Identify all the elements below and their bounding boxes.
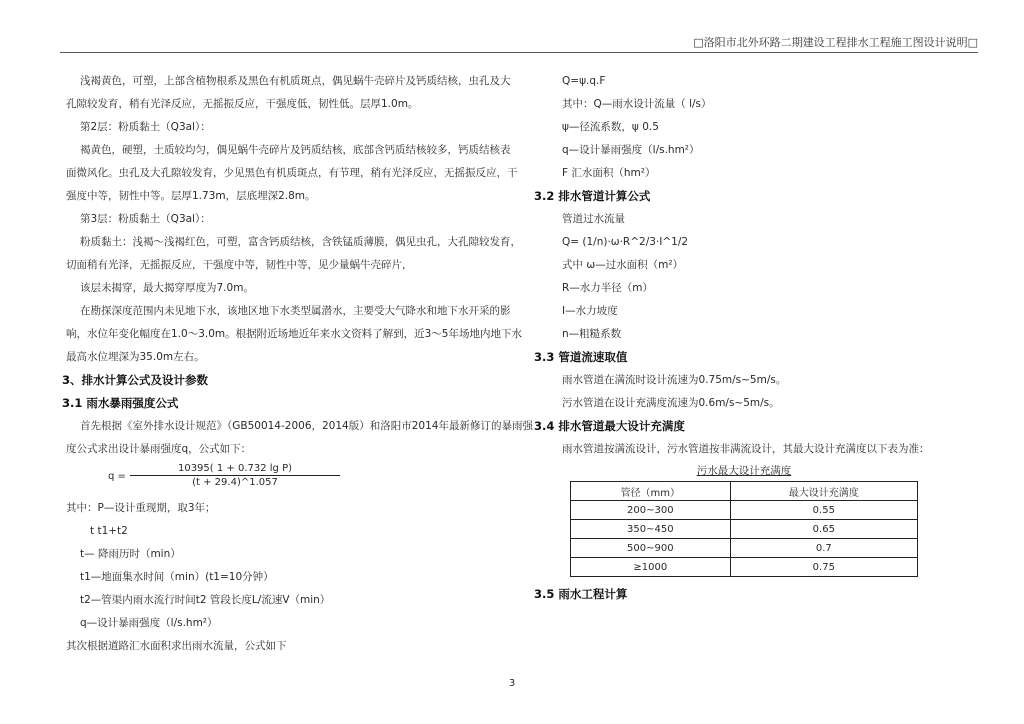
soil-text-line: 面微风化。虫孔及大孔隙较发育，少见黑色有机质斑点，有节理，稍有光泽反应，无摇振反应，干 xyxy=(66,167,518,179)
soil-text-line: 该层未揭穿，最大揭穿厚度为7.0m。 xyxy=(80,282,254,294)
t-equation: t t1+t2 xyxy=(90,525,128,537)
n-definition: n—粗糙系数 xyxy=(562,328,622,340)
t2-definition: t2—管渠内雨水流行时间t2 管段长度L/流速V（min） xyxy=(80,594,331,606)
table-cell: 0.7 xyxy=(730,539,917,558)
section-heading-3-3: 3.3 管道流速取值 xyxy=(534,350,628,364)
page-number: 3 xyxy=(508,678,516,689)
fullness-text: 雨水管道按满流设计，污水管道按非满流设计，其最大设计充满度以下表为准： xyxy=(562,443,930,455)
flow-equation: Q=ψ.q.F xyxy=(562,75,606,87)
soil-text-line: 浅褐黄色，可塑，上部含植物根系及黑色有机质斑点，偶见蜗牛壳碎片及钙质结核，虫孔及大 xyxy=(80,75,511,87)
table-cell: 200~300 xyxy=(571,501,731,520)
sewage-velocity-text: 污水管道在设计充满度流速为0.6m/s~5m/s。 xyxy=(562,397,780,409)
r-definition: R—水力半径（m） xyxy=(562,282,654,294)
table-header-row xyxy=(571,482,918,501)
rainstorm-text-line: 度公式求出设计暴雨强度q，公式如下： xyxy=(66,443,252,455)
groundwater-text-line: 最高水位埋深为35.0m左右。 xyxy=(66,351,205,363)
manning-formula: Q= (1/n)·ω·R^2/3·I^1/2 xyxy=(562,236,689,248)
section-heading-3-2: 3.2 排水管道计算公式 xyxy=(534,189,651,203)
header-title: □洛阳市北外环路二期建设工程排水工程施工图设计说明□ xyxy=(693,36,978,49)
right-column xyxy=(534,70,962,606)
section-heading-3-1: 3.1 雨水暴雨强度公式 xyxy=(62,396,179,410)
table-cell: ≥1000 xyxy=(571,558,731,577)
storm-velocity-text: 雨水管道在满流时设计流速为0.75m/s~5m/s。 xyxy=(562,374,787,386)
table-row xyxy=(571,558,918,577)
table-cell: 0.75 xyxy=(730,558,917,577)
soil-text-line: 孔隙较发育，稍有光泽反应，无摇振反应，干强度低，韧性低。层厚1.0m。 xyxy=(66,98,419,110)
i-definition: I—水力坡度 xyxy=(562,305,618,317)
flow-intro-line: 其次根据道路汇水面积求出雨水流量，公式如下 xyxy=(66,640,287,652)
section-heading-3: 3、排水计算公式及设计参数 xyxy=(62,373,209,387)
rainstorm-formula xyxy=(66,461,518,497)
rainstorm-text-line: 首先根据《室外排水设计规范》（GB50014-2006，2014版）和洛阳市2014年最新修订的暴雨强 xyxy=(80,420,533,432)
left-column xyxy=(62,70,533,658)
pipe-flow-label: 管道过水流量 xyxy=(562,213,625,225)
table-header-cell: 最大设计充满度 xyxy=(730,482,917,501)
section-heading-3-5: 3.5 雨水工程计算 xyxy=(534,587,628,601)
table-header-cell: 管径（mm） xyxy=(571,482,731,501)
formula-numerator: 10395( 1 + 0.732 lg P) xyxy=(130,463,340,476)
table-cell: 0.65 xyxy=(730,520,917,539)
section-heading-3-4: 3.4 排水管道最大设计充满度 xyxy=(534,419,685,433)
table-cell: 350~450 xyxy=(571,520,731,539)
page-header xyxy=(60,36,978,53)
omega-definition: 式中 ω—过水面积（m²） xyxy=(562,259,684,271)
soil-layer-heading: 第2层：粉质黏土（Q3al）： xyxy=(80,121,211,133)
catchment-area-definition: F 汇水面积（hm²） xyxy=(562,167,656,179)
groundwater-text-line: 响，水位年变化幅度在1.0～3.0m。根据附近场地近年来水文资料了解到，近3～5年场地内地下水 xyxy=(66,328,522,340)
table-caption: 污水最大设计充满度 xyxy=(696,465,792,477)
where-p-line: 其中：P—设计重现期，取3年； xyxy=(66,502,216,514)
t-definition: t— 降雨历时（min） xyxy=(80,548,181,560)
t1-definition: t1—地面集水时间（min）(t1=10分钟） xyxy=(80,571,274,583)
table-row xyxy=(571,520,918,539)
soil-text-line: 强度中等，韧性中等。层厚1.73m，层底埋深2.8m。 xyxy=(66,190,316,202)
formula-lhs: q = xyxy=(108,471,126,482)
soil-text-line: 切面稍有光泽，无摇振反应，干强度中等，韧性中等，见少量蜗牛壳碎片， xyxy=(66,259,413,271)
formula-denominator: (t + 29.4)^1.057 xyxy=(192,477,278,488)
runoff-coefficient: ψ—径流系数，ψ 0.5 xyxy=(562,121,659,133)
table-cell: 500~900 xyxy=(571,539,731,558)
table-row xyxy=(571,539,918,558)
q-definition: q—设计暴雨强度（l/s.hm²） xyxy=(80,617,218,629)
formula-fraction xyxy=(108,463,340,488)
table-row xyxy=(571,501,918,520)
soil-text-line: 褐黄色，硬塑，土质较均匀，偶见蜗牛壳碎片及钙质结核，底部含钙质结核较多，钙质结核表 xyxy=(80,144,511,156)
soil-text-line: 粉质黏土：浅褐～浅褐红色，可塑，富含钙质结核，含铁锰质薄膜，偶见虫孔，大孔隙较发育， xyxy=(80,236,521,248)
flow-definition: 其中：Q—雨水设计流量（ l/s） xyxy=(562,98,712,110)
soil-layer-heading: 第3层：粉质黏土（Q3al）： xyxy=(80,213,211,225)
table-cell: 0.55 xyxy=(730,501,917,520)
groundwater-text-line: 在勘探深度范围内未见地下水，该地区地下水类型属潜水，主要受大气降水和地下水开采的影 xyxy=(80,305,511,317)
fullness-table xyxy=(570,481,918,577)
intensity-definition: q—设计暴雨强度（l/s.hm²） xyxy=(562,144,700,156)
